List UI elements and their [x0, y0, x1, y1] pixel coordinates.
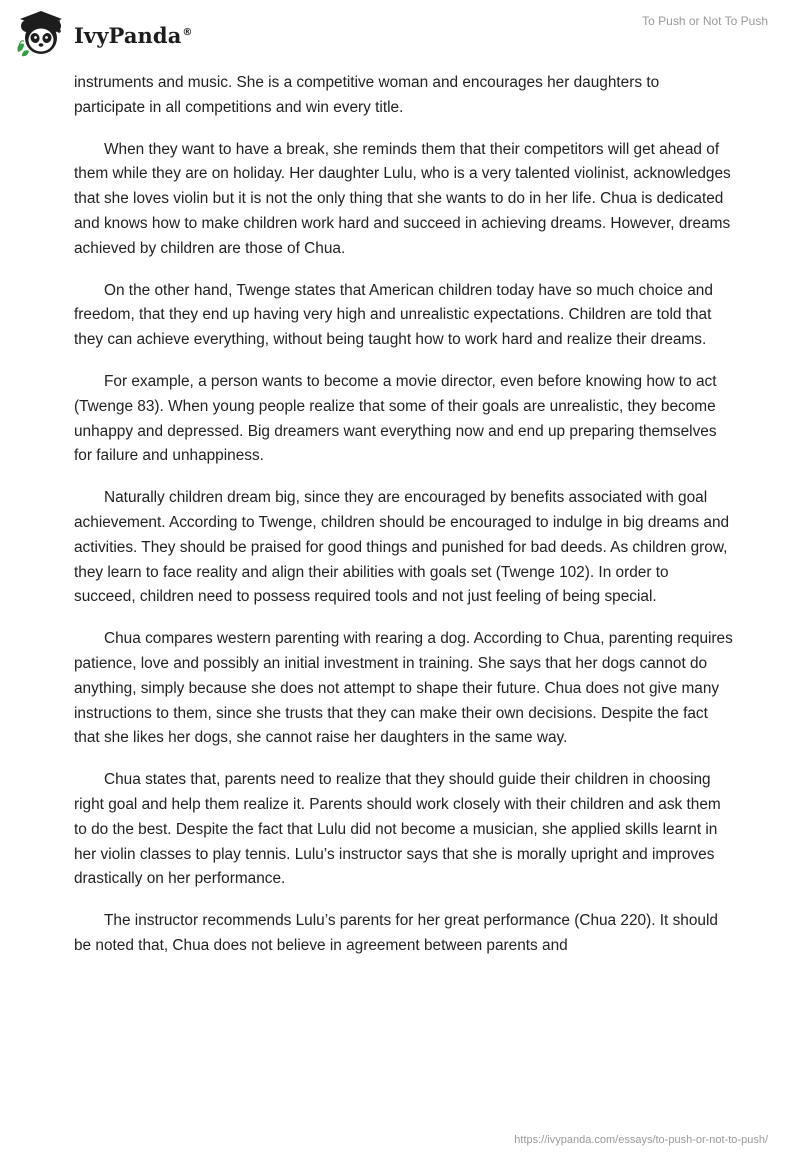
paragraph-7: Chua states that, parents need to realize that they should guide their children in choosing right goal and help them realize it. Parents should work closely with their children and ask them to do the best. Despite the fact that Lulu did not become a musician, she applied skills learnt in her violin classes to play tennis. Lulu’s instructor says that she is morally upright and improves drastically on her performance. [74, 771, 721, 888]
page-header [0, 0, 800, 72]
paragraph-3: On the other hand, Twenge states that American children today have so much choice and freedom, that they end up having very high and unrealistic expectations. Children are told that they can achieve everything, without being taught how to work hard and realize their dreams. [74, 281, 713, 349]
paragraph-2: When they want to have a break, she reminds them that their competitors will get ahead of them while they are on holiday. Her daughter Lulu, who is a very talented violinist, acknowledges that she loves violin but it is not the only thing that she wants to do in her life. Chua is dedicated and knows how to make children work hard and succeed in achieving dreams. However, dreams achieved by children are those of Chua. [74, 140, 731, 257]
source-url-link[interactable]: https://ivypanda.com/essays/to-push-or-not-to-push/ [514, 1134, 768, 1146]
registered-mark: ® [182, 26, 193, 38]
paragraph-4: For example, a person wants to become a movie director, even before knowing how to act (Twenge 83). When young people realize that some of their goals are unrealistic, they become unhappy and depressed. Big dreamers want everything now and end up preparing themselves for failure and unhappiness. [74, 372, 717, 465]
paragraph-8: The instructor recommends Lulu’s parents for her great performance (Chua 220). It should be noted that, Chua does not believe in agreement between parents and [74, 912, 718, 954]
document-title: To Push or Not To Push [642, 14, 768, 28]
ivypanda-logo[interactable] [14, 8, 193, 58]
paragraph-1: instruments and music. She is a competitive woman and encourages her daughters to participate in all competitions and win every title. [74, 74, 660, 116]
panda-graduate-logo-icon [14, 8, 68, 58]
essay-body [74, 71, 734, 976]
paragraph-5: Naturally children dream big, since they are encouraged by benefits associated with goal achievement. According to Twenge, children should be encouraged to indulge in big dreams and activities. They should be praised for good things and punished for bad deeds. As children grow, they learn to face reality and align their abilities with goals set (Twenge 102). In order to succeed, children need to possess required tools and not just feeling of being special. [74, 489, 730, 606]
paragraph-6: Chua compares western parenting with rearing a dog. According to Chua, parenting requires patience, love and possibly an initial investment in training. She says that her dogs cannot do anything, simply because she does not attempt to shape their future. Chua does not give many instructions to them, since she trusts that they can make their own decisions. Despite the fact that she likes her dogs, she cannot raise her daughters in the same way. [74, 630, 733, 747]
brand-name: IvyPanda® [74, 22, 193, 48]
